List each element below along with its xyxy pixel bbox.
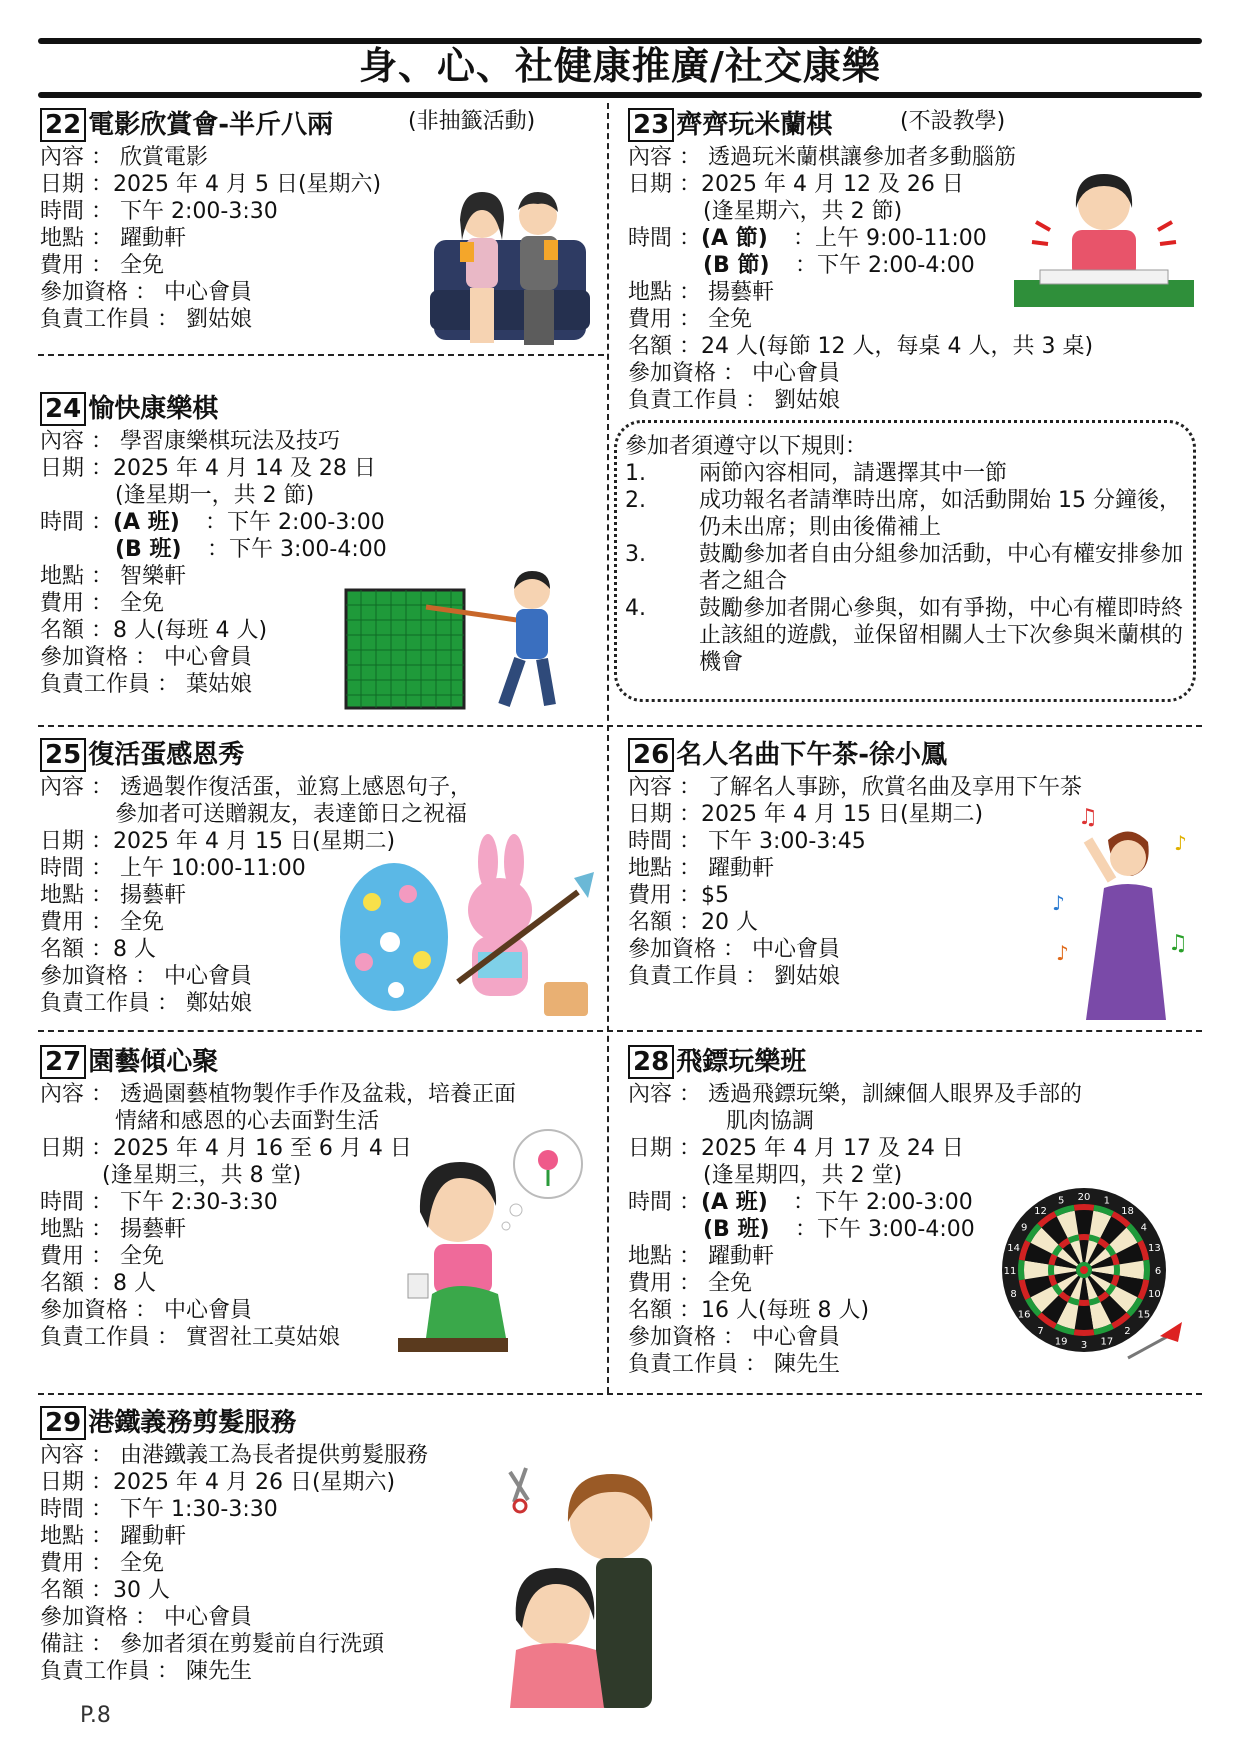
content-line: 內容 ： 透過飛鏢玩樂，訓練個人眼界及手部的 — [628, 1082, 1082, 1107]
quota-line: 名額 ：16 人(每班 8 人) — [628, 1298, 870, 1323]
session-b-time: ：下午 2:00-4:00 — [795, 253, 975, 278]
activity-number: 26 — [628, 738, 674, 772]
mahjong-player-illustration — [1014, 162, 1194, 307]
time-line: 時間 ： 下午 2:00-3:30 — [40, 199, 278, 224]
time-line: 時間 ： 下午 3:00-3:45 — [628, 829, 866, 854]
content-line: 內容 ： 學習康樂棋玩法及技巧 — [40, 429, 340, 454]
fee-line: 費用 ： 全免 — [40, 1551, 164, 1576]
date-line: 日期 ：2025 年 4 月 16 至 6 月 4 日 — [40, 1136, 412, 1161]
svg-text:♫: ♫ — [1168, 931, 1188, 956]
venue-line: 地點 ： 躍動軒 — [628, 1244, 774, 1269]
rule-item — [625, 541, 1193, 595]
fee-line: 費用 ： 全免 — [40, 253, 164, 278]
divider-row-4 — [38, 1393, 1202, 1395]
venue-line: 地點 ： 揚藝軒 — [40, 1217, 186, 1242]
staff-line: 負責工作員 ： 陳先生 — [628, 1352, 840, 1377]
activity-number: 24 — [40, 392, 86, 426]
date-line: 日期 ：2025 年 4 月 5 日(星期六) — [40, 172, 382, 197]
content-line-2: 參加者可送贈親友，表達節日之祝福 — [115, 802, 468, 827]
dartboard-number: 14 — [1007, 1243, 1020, 1255]
svg-text:♫: ♫ — [1078, 805, 1098, 830]
dartboard-segment — [1078, 1300, 1089, 1306]
activity-title: 愉快康樂棋 — [88, 394, 219, 424]
couple-watching-movie-illustration — [430, 180, 590, 350]
eligibility-line: 參加資格 ： 中心會員 — [40, 280, 252, 305]
fee-line: 費用 ：$5 — [628, 883, 729, 908]
staff-line: 負責工作員 ： 葉姑娘 — [40, 672, 252, 697]
activity-number: 28 — [628, 1045, 674, 1079]
activity-number: 23 — [628, 108, 674, 142]
dartboard-number: 20 — [1077, 1192, 1091, 1203]
time-label: 時間 ： — [628, 226, 701, 251]
date-note: (逢星期四，共 2 堂) — [703, 1163, 903, 1188]
class-a-label: (A 班) — [113, 510, 180, 535]
dartboard-number: 1 — [1103, 1195, 1111, 1207]
dartboard-segment — [1018, 1260, 1025, 1281]
rule-number: 2. — [625, 488, 646, 513]
svg-text:♪: ♪ — [1174, 831, 1187, 855]
date-line: 日期 ：2025 年 4 月 26 日(星期六) — [40, 1470, 396, 1495]
activity-number: 27 — [40, 1045, 86, 1079]
date-line: 日期 ：2025 年 4 月 15 日(星期二) — [628, 802, 984, 827]
rule-item — [625, 487, 1193, 541]
eligibility-line: 參加資格 ： 中心會員 — [628, 1325, 840, 1350]
quota-line: 名額 ：8 人 — [40, 937, 156, 962]
class-b-label: (B 班) — [115, 537, 182, 562]
date-note: (逢星期六，共 2 節) — [703, 199, 903, 224]
time-line: 時間 ： 下午 2:30-3:30 — [40, 1190, 278, 1215]
eligibility-line: 參加資格 ： 中心會員 — [628, 937, 840, 962]
fee-line: 費用 ： 全免 — [40, 1244, 164, 1269]
rule-text: 鼓勵參加者自由分組參加活動，中心有權安排參加者之組合 — [699, 542, 1184, 594]
venue-line: 地點 ： 智樂軒 — [40, 564, 186, 589]
dartboard-number: 3 — [1080, 1340, 1088, 1351]
class-a-label: (A 班) — [701, 1190, 768, 1215]
date-line: 日期 ：2025 年 4 月 12 及 26 日 — [628, 172, 964, 197]
rule-number: 1. — [625, 461, 646, 486]
content-line: 內容 ： 由港鐵義工為長者提供剪髮服務 — [40, 1443, 428, 1468]
staff-line: 負責工作員 ： 劉姑娘 — [40, 307, 252, 332]
svg-text:♪: ♪ — [1052, 891, 1065, 915]
gardening-illustration — [398, 1128, 588, 1368]
singer-illustration — [1048, 800, 1198, 1025]
dartboard-number: 17 — [1100, 1336, 1114, 1348]
date-note: (逢星期三，共 8 堂) — [102, 1163, 302, 1188]
page-title: 身、心、社健康推廣/社交康樂 — [359, 44, 881, 88]
staff-line: 負責工作員 ： 陳先生 — [40, 1659, 252, 1684]
quota-line: 名額 ：8 人(每班 4 人) — [40, 618, 268, 643]
dartboard-number: 11 — [1003, 1266, 1017, 1277]
activity-number: 29 — [40, 1406, 86, 1440]
quota-line: 名額 ：24 人(每節 12 人，每桌 4 人，共 3 桌) — [628, 334, 1094, 359]
dartboard-segment — [1078, 1234, 1089, 1240]
activity-title: 飛鏢玩樂班 — [676, 1047, 807, 1077]
dartboard-number: 19 — [1054, 1336, 1068, 1348]
content-line: 內容 ： 了解名人事跡，欣賞名曲及享用下午茶 — [628, 775, 1082, 800]
dartboard-number: 8 — [1010, 1288, 1017, 1300]
venue-line: 地點 ： 躍動軒 — [40, 1524, 186, 1549]
time-line: 時間 ： 上午 10:00-11:00 — [40, 856, 306, 881]
rule-item — [625, 460, 1193, 487]
dartboard-number: 10 — [1148, 1288, 1161, 1300]
quota-line: 名額 ：8 人 — [40, 1271, 156, 1296]
venue-line: 地點 ： 揚藝軒 — [628, 280, 774, 305]
dartboard-number: 15 — [1137, 1309, 1151, 1321]
dartboard-segment — [1074, 1204, 1095, 1211]
class-a-time: ：下午 2:00-3:00 — [205, 510, 385, 535]
activity-title: 復活蛋感恩秀 — [88, 740, 245, 770]
dartboard-number: 5 — [1057, 1195, 1065, 1207]
session-a-time: ：上午 9:00-11:00 — [793, 226, 987, 251]
carrom-board-teacher-illustration — [344, 565, 564, 715]
staff-line: 負責工作員 ： 實習社工莫姑娘 — [40, 1325, 340, 1350]
content-line: 內容 ： 欣賞電影 — [40, 145, 208, 170]
rule-number: 3. — [625, 542, 646, 567]
class-a-row — [40, 509, 600, 536]
fee-line: 費用 ： 全免 — [628, 1271, 752, 1296]
session-b-label: (B 節) — [703, 253, 770, 278]
dartboard-number: 6 — [1154, 1266, 1162, 1277]
rule-text: 鼓勵參加者開心參與，如有爭拗，中心有權即時終止該組的遊戲，並保留相關人士下次參與米蘭棋的機會 — [699, 596, 1184, 675]
page-number: P.8 — [80, 1703, 111, 1728]
rule-number: 4. — [625, 596, 646, 621]
fee-line: 費用 ： 全免 — [40, 910, 164, 935]
venue-line: 地點 ： 躍動軒 — [628, 856, 774, 881]
rules-heading: 參加者須遵守以下規則： — [625, 434, 868, 459]
dartboard-number: 12 — [1034, 1206, 1047, 1218]
class-a-time: ：下午 2:00-3:00 — [793, 1190, 973, 1215]
dartboard-segment — [1048, 1264, 1054, 1275]
rule-text: 成功報名者請準時出席，如活動開始 15 分鐘後，仍未出席；則由後備補上 — [699, 488, 1181, 540]
venue-line: 地點 ： 躍動軒 — [40, 226, 186, 251]
dartboard-number: 2 — [1124, 1325, 1131, 1337]
header-bottom-rule — [38, 92, 1202, 98]
date-line: 日期 ：2025 年 4 月 14 及 28 日 — [40, 456, 376, 481]
dartboard-segment — [1074, 1329, 1095, 1336]
activity-note: (不設教學) — [900, 109, 1006, 134]
dartboard-number: 18 — [1121, 1206, 1134, 1218]
svg-text:♪: ♪ — [1056, 941, 1069, 965]
eligibility-line: 參加資格 ： 中心會員 — [40, 645, 252, 670]
time-label: 時間 ： — [628, 1190, 701, 1215]
content-line: 內容 ： 透過製作復活蛋，並寫上感恩句子， — [40, 775, 472, 800]
class-b-time: ：下午 3:00-4:00 — [207, 537, 387, 562]
content-line-2: 肌肉協調 — [726, 1109, 815, 1134]
activity-title: 電影欣賞會-半斤八兩 — [88, 110, 333, 140]
eligibility-line: 參加資格 ： 中心會員 — [40, 1298, 252, 1323]
content-line-2: 情緒和感恩的心去面對生活 — [115, 1109, 380, 1134]
rules-box — [614, 420, 1196, 702]
activity-number: 22 — [40, 108, 86, 142]
remark-line: 備註 ： 參加者須在剪髮前自行洗頭 — [40, 1632, 384, 1657]
eligibility-line: 參加資格 ： 中心會員 — [40, 1605, 252, 1630]
content-line: 內容 ： 透過玩米蘭棋讓參加者多動腦筋 — [628, 145, 1016, 170]
dartboard-number: 16 — [1017, 1309, 1031, 1321]
session-a-label: (A 節) — [701, 226, 768, 251]
rule-item — [625, 595, 1193, 676]
divider-22-24 — [38, 354, 604, 356]
class-b-label: (B 班) — [703, 1217, 770, 1242]
date-line: 日期 ：2025 年 4 月 17 及 24 日 — [628, 1136, 964, 1161]
quota-line: 名額 ：20 人 — [628, 910, 758, 935]
activity-title: 齊齊玩米蘭棋 — [676, 110, 833, 140]
staff-line: 負責工作員 ： 劉姑娘 — [628, 964, 840, 989]
dartboard-number: 13 — [1148, 1243, 1161, 1255]
divider-row-2 — [38, 725, 1202, 727]
quota-line: 名額 ：30 人 — [40, 1578, 170, 1603]
dartboard-segment — [1143, 1260, 1150, 1281]
activity-number: 25 — [40, 738, 86, 772]
dartboard-number: 9 — [1020, 1222, 1028, 1234]
haircut-service-illustration — [500, 1460, 670, 1710]
eligibility-line: 參加資格 ： 中心會員 — [40, 964, 252, 989]
staff-line: 負責工作員 ： 劉姑娘 — [628, 388, 840, 413]
easter-egg-rabbit-illustration — [338, 832, 598, 1022]
class-b-time: ：下午 3:00-4:00 — [795, 1217, 975, 1242]
activity-title: 港鐵義務剪髮服務 — [88, 1408, 297, 1438]
dartboard-segment — [1114, 1264, 1120, 1275]
activity-note: (非抽籤活動) — [408, 109, 536, 134]
divider-row-3 — [38, 1030, 1202, 1032]
activity-title: 園藝傾心聚 — [88, 1047, 219, 1077]
time-label: 時間 ： — [40, 510, 113, 535]
date-note: (逢星期一，共 2 節) — [115, 483, 315, 508]
class-b-row — [40, 536, 600, 563]
venue-line: 地點 ： 揚藝軒 — [40, 883, 186, 908]
date-line: 日期 ：2025 年 4 月 15 日(星期二) — [40, 829, 396, 854]
dartboard-illustration — [1000, 1186, 1190, 1376]
rule-text: 兩節內容相同，請選擇其中一節 — [699, 461, 1008, 486]
eligibility-line: 參加資格 ： 中心會員 — [628, 361, 840, 386]
staff-line: 負責工作員 ： 鄭姑娘 — [40, 991, 252, 1016]
dartboard-number: 7 — [1037, 1325, 1044, 1337]
dartboard-number: 4 — [1140, 1222, 1148, 1234]
fee-line: 費用 ： 全免 — [628, 307, 752, 332]
activity-title: 名人名曲下午茶-徐小鳳 — [676, 740, 947, 770]
column-divider — [607, 103, 609, 1393]
time-line: 時間 ： 下午 1:30-3:30 — [40, 1497, 278, 1522]
content-line: 內容 ： 透過園藝植物製作手作及盆栽，培養正面 — [40, 1082, 516, 1107]
fee-line: 費用 ： 全免 — [40, 591, 164, 616]
